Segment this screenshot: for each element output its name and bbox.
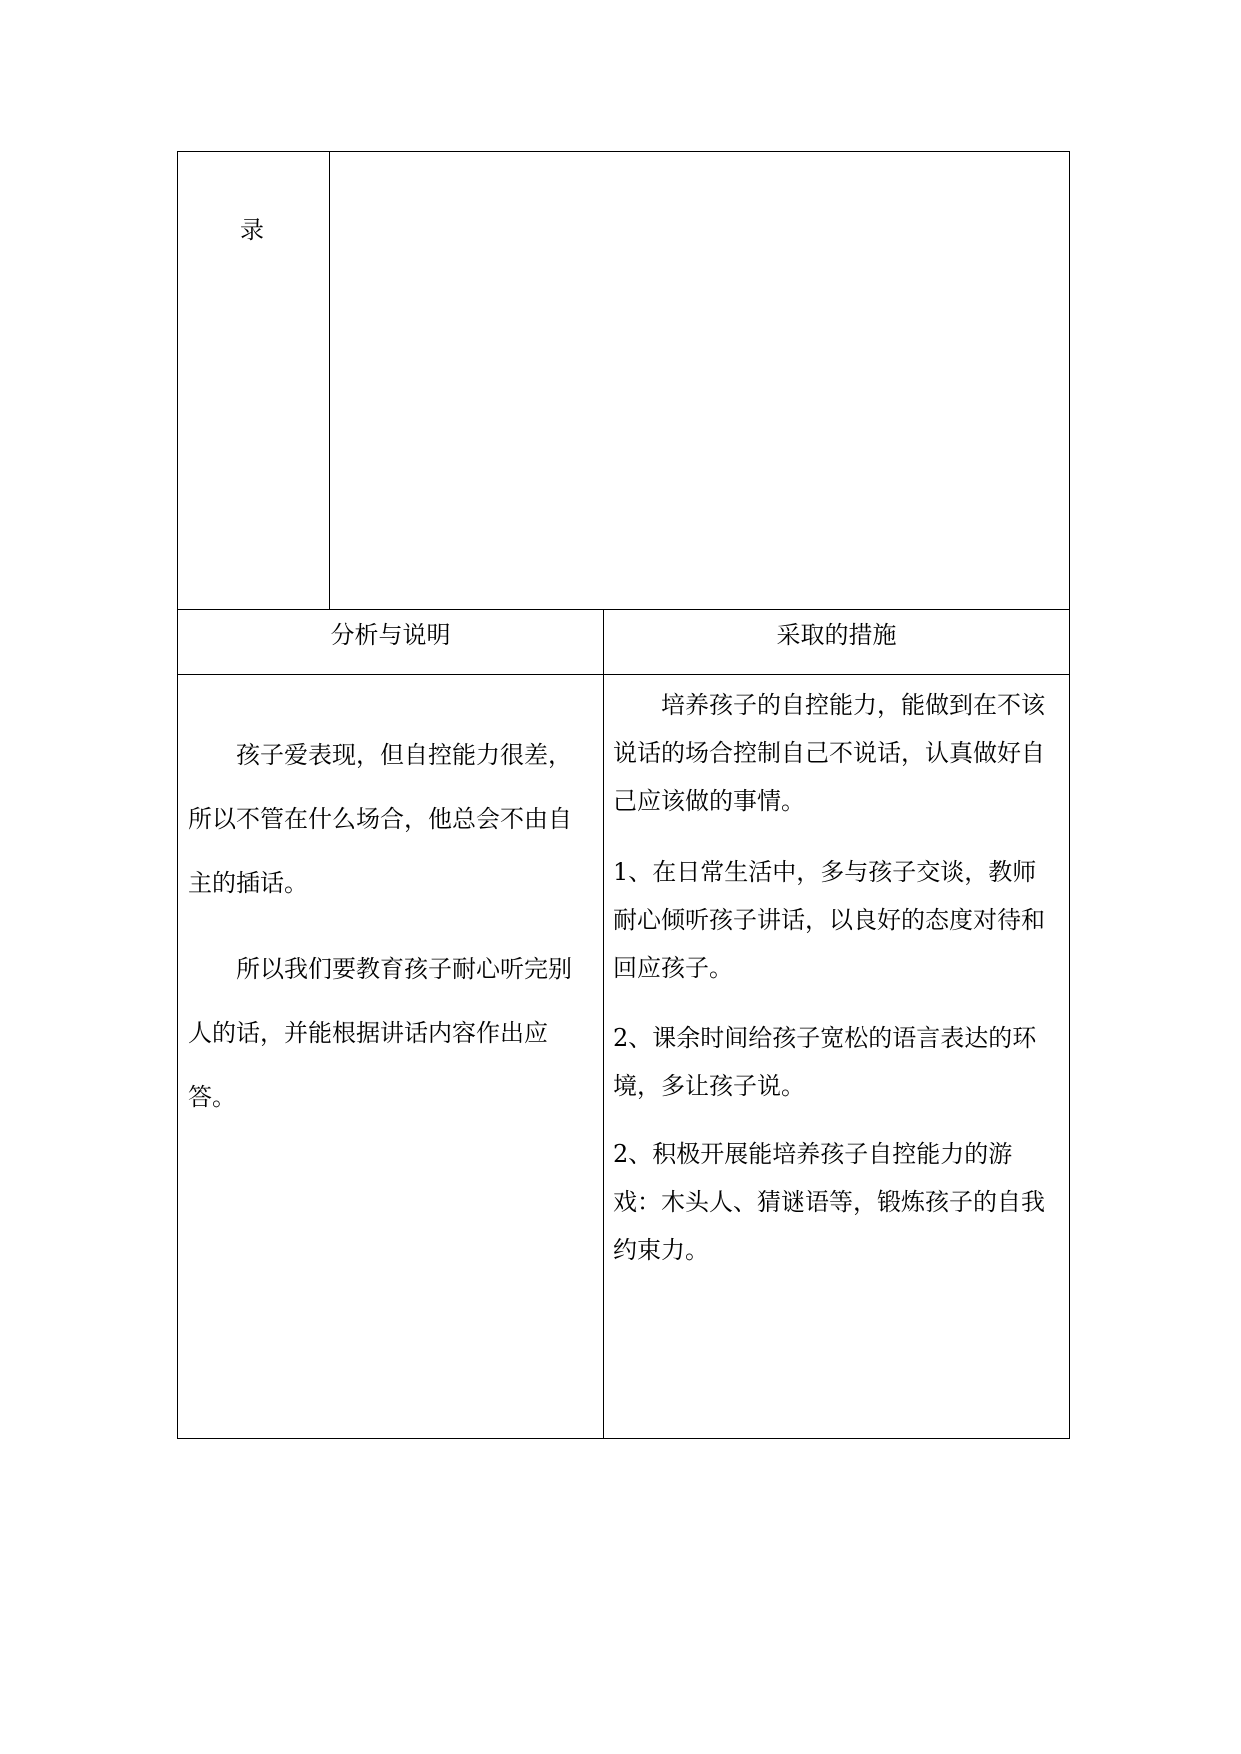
measure-item-number: 2 <box>613 1140 629 1168</box>
table-top-border <box>177 151 1070 152</box>
measure-item-number: 2 <box>613 1024 629 1052</box>
measure-item-text: 、在日常生活中，多与孩子交谈，教师耐心倾听孩子讲话，以良好的态度对待和回应孩子。 <box>613 858 1045 982</box>
record-label: 录 <box>240 216 264 244</box>
analysis-paragraph-2: 所以我们要教育孩子耐心听完别人的话，并能根据讲话内容作出应答。 <box>188 955 572 1111</box>
measure-item-2 <box>613 1014 1058 1110</box>
measure-item-text: 、课余时间给孩子宽松的语言表达的环境，多让孩子说。 <box>613 1024 1037 1100</box>
table-bottom-border <box>177 1438 1070 1439</box>
measure-item-1 <box>613 848 1058 992</box>
analysis-paragraph-1: 孩子爱表现，但自控能力很差，所以不管在什么场合，他总会不由自主的插话。 <box>188 741 572 897</box>
table-row-divider-1 <box>177 609 1070 610</box>
table-row-divider-2 <box>177 674 1070 675</box>
record-column-divider <box>329 151 330 610</box>
analysis-header: 分析与说明 <box>330 621 451 649</box>
middle-column-divider <box>603 609 604 1439</box>
measures-header: 采取的措施 <box>776 621 897 649</box>
measure-item-text: 、积极开展能培养孩子自控能力的游戏：木头人、猜谜语等，锻炼孩子的自我约束力。 <box>613 1140 1045 1264</box>
measure-item-number: 1 <box>613 858 629 886</box>
measure-item-3 <box>613 1130 1058 1274</box>
measures-intro: 培养孩子的自控能力，能做到在不该说话的场合控制自己不说话，认真做好自己应该做的事情。 <box>613 691 1045 815</box>
table-left-border <box>177 151 178 1439</box>
table-right-border <box>1069 151 1070 1439</box>
